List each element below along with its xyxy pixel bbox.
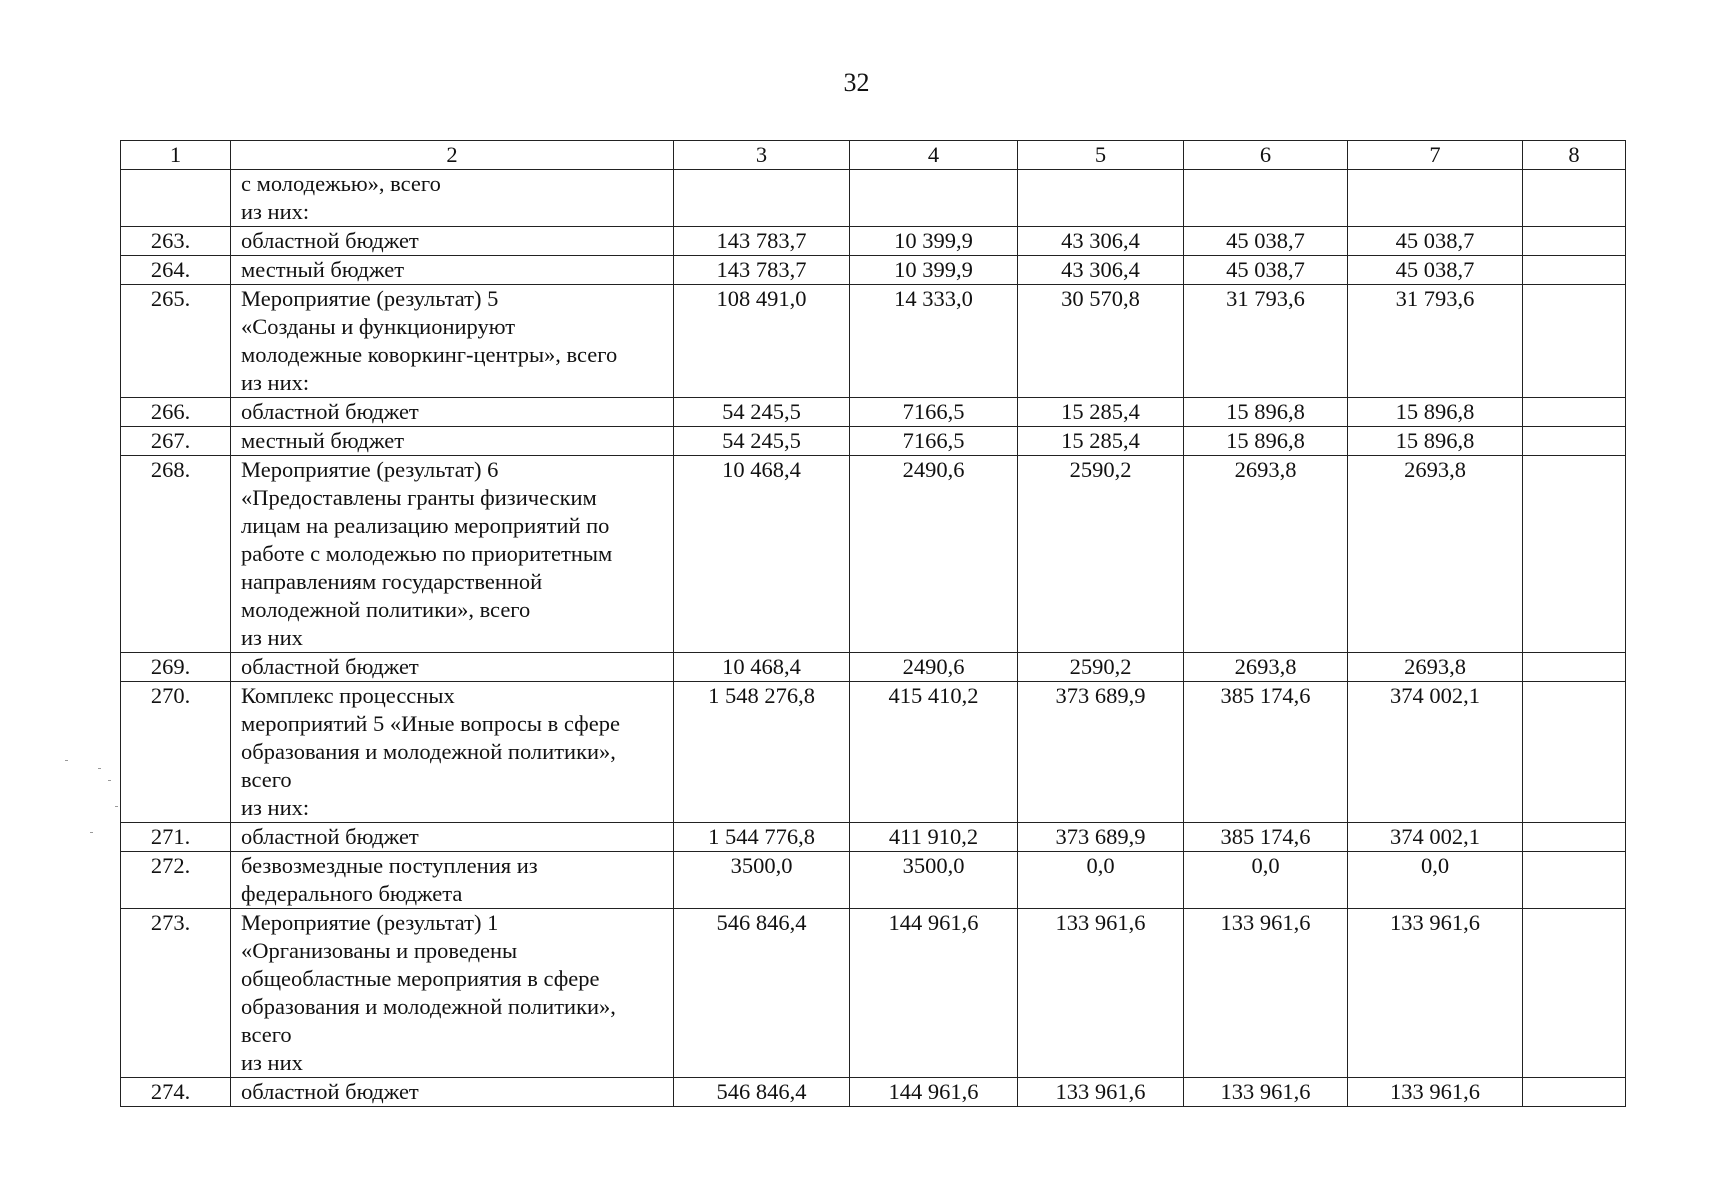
value-cell-col-6: 385 174,6 — [1184, 823, 1348, 852]
value-cell-col-7: 45 038,7 — [1348, 227, 1523, 256]
value-cell-col-3: 546 846,4 — [674, 909, 850, 1078]
row-name — [231, 170, 674, 227]
value-cell-col-8 — [1523, 852, 1626, 909]
row-number: 267. — [121, 427, 231, 456]
value-cell-col-4: 2490,6 — [850, 653, 1018, 682]
row-number: 272. — [121, 852, 231, 909]
table-row — [121, 682, 1626, 823]
row-name — [231, 909, 674, 1078]
value-cell-col-8 — [1523, 456, 1626, 653]
row-name-line: Мероприятие (результат) 1 — [241, 910, 499, 935]
row-name-line: Мероприятие (результат) 6 — [241, 457, 499, 482]
value-cell-col-7: 374 002,1 — [1348, 823, 1523, 852]
table-row — [121, 852, 1626, 909]
row-name-line: из них — [241, 625, 303, 650]
header-cell: 8 — [1523, 141, 1626, 170]
value-cell-col-3 — [674, 170, 850, 227]
value-cell-col-4: 14 333,0 — [850, 285, 1018, 398]
value-cell-col-3: 54 245,5 — [674, 398, 850, 427]
row-name-line: направлениям государственной — [241, 569, 543, 594]
value-cell-col-4: 411 910,2 — [850, 823, 1018, 852]
value-cell-col-6: 2693,8 — [1184, 456, 1348, 653]
value-cell-col-3: 1 544 776,8 — [674, 823, 850, 852]
row-name-line: из них: — [241, 795, 310, 820]
table-row — [121, 170, 1626, 227]
row-number: 274. — [121, 1078, 231, 1107]
row-number: 268. — [121, 456, 231, 653]
row-name-line: молодежные коворкинг-центры», всего — [241, 342, 618, 367]
value-cell-col-4: 3500,0 — [850, 852, 1018, 909]
row-name — [231, 1078, 674, 1107]
value-cell-col-8 — [1523, 427, 1626, 456]
row-name-line: областной бюджет — [241, 824, 419, 849]
budget-table — [120, 140, 1626, 1107]
value-cell-col-6 — [1184, 170, 1348, 227]
value-cell-col-5: 15 285,4 — [1018, 398, 1184, 427]
row-number: 270. — [121, 682, 231, 823]
header-cell: 5 — [1018, 141, 1184, 170]
value-cell-col-7: 2693,8 — [1348, 653, 1523, 682]
value-cell-col-7: 2693,8 — [1348, 456, 1523, 653]
table-row — [121, 1078, 1626, 1107]
value-cell-col-3: 143 783,7 — [674, 256, 850, 285]
value-cell-col-5: 133 961,6 — [1018, 1078, 1184, 1107]
value-cell-col-8 — [1523, 227, 1626, 256]
row-name-line: образования и молодежной политики», — [241, 739, 616, 764]
row-name — [231, 823, 674, 852]
value-cell-col-7: 133 961,6 — [1348, 1078, 1523, 1107]
row-name — [231, 398, 674, 427]
row-name-line: Комплекс процессных — [241, 683, 455, 708]
value-cell-col-3: 546 846,4 — [674, 1078, 850, 1107]
value-cell-col-8 — [1523, 1078, 1626, 1107]
value-cell-col-5: 30 570,8 — [1018, 285, 1184, 398]
value-cell-col-4: 144 961,6 — [850, 909, 1018, 1078]
table-row — [121, 227, 1626, 256]
value-cell-col-4: 10 399,9 — [850, 256, 1018, 285]
value-cell-col-5 — [1018, 170, 1184, 227]
row-name-line: из них: — [241, 199, 310, 224]
value-cell-col-5: 43 306,4 — [1018, 256, 1184, 285]
value-cell-col-5: 133 961,6 — [1018, 909, 1184, 1078]
row-number — [121, 170, 231, 227]
value-cell-col-3: 1 548 276,8 — [674, 682, 850, 823]
row-name-line: всего — [241, 767, 292, 792]
value-cell-col-7: 374 002,1 — [1348, 682, 1523, 823]
header-cell: 3 — [674, 141, 850, 170]
value-cell-col-4: 7166,5 — [850, 427, 1018, 456]
row-number: 271. — [121, 823, 231, 852]
row-name — [231, 653, 674, 682]
row-name-line: образования и молодежной политики», — [241, 994, 616, 1019]
row-name-line: лицам на реализацию мероприятий по — [241, 513, 610, 538]
value-cell-col-5: 0,0 — [1018, 852, 1184, 909]
value-cell-col-5: 2590,2 — [1018, 653, 1184, 682]
row-name-line: «Предоставлены гранты физическим — [241, 485, 597, 510]
value-cell-col-5: 43 306,4 — [1018, 227, 1184, 256]
margin-specks — [60, 760, 120, 840]
row-name — [231, 256, 674, 285]
value-cell-col-8 — [1523, 653, 1626, 682]
header-cell: 2 — [231, 141, 674, 170]
row-number: 265. — [121, 285, 231, 398]
row-name-line: безвозмездные поступления из — [241, 853, 538, 878]
value-cell-col-5: 373 689,9 — [1018, 823, 1184, 852]
row-name-line: всего — [241, 1022, 292, 1047]
value-cell-col-8 — [1523, 170, 1626, 227]
page-number: 32 — [843, 68, 870, 97]
table-row — [121, 398, 1626, 427]
value-cell-col-7: 15 896,8 — [1348, 398, 1523, 427]
row-name — [231, 456, 674, 653]
row-name-line: из них: — [241, 370, 310, 395]
row-number: 269. — [121, 653, 231, 682]
row-name-line: молодежной политики», всего — [241, 597, 531, 622]
row-number: 264. — [121, 256, 231, 285]
table-row — [121, 653, 1626, 682]
value-cell-col-7: 15 896,8 — [1348, 427, 1523, 456]
table-row — [121, 256, 1626, 285]
row-number: 273. — [121, 909, 231, 1078]
row-name-line: областной бюджет — [241, 228, 419, 253]
row-name-line: областной бюджет — [241, 399, 419, 424]
value-cell-col-4: 10 399,9 — [850, 227, 1018, 256]
row-name — [231, 427, 674, 456]
row-name-line: Мероприятие (результат) 5 — [241, 286, 499, 311]
value-cell-col-5: 2590,2 — [1018, 456, 1184, 653]
header-cell: 7 — [1348, 141, 1523, 170]
value-cell-col-7: 45 038,7 — [1348, 256, 1523, 285]
value-cell-col-8 — [1523, 285, 1626, 398]
value-cell-col-6: 15 896,8 — [1184, 398, 1348, 427]
row-number: 266. — [121, 398, 231, 427]
value-cell-col-3: 10 468,4 — [674, 456, 850, 653]
row-name-line: областной бюджет — [241, 654, 419, 679]
table-row — [121, 456, 1626, 653]
table-header-row — [121, 141, 1626, 170]
row-name — [231, 227, 674, 256]
value-cell-col-6: 133 961,6 — [1184, 909, 1348, 1078]
header-cell: 4 — [850, 141, 1018, 170]
value-cell-col-7: 31 793,6 — [1348, 285, 1523, 398]
table-row — [121, 823, 1626, 852]
value-cell-col-8 — [1523, 909, 1626, 1078]
value-cell-col-6: 385 174,6 — [1184, 682, 1348, 823]
value-cell-col-4: 415 410,2 — [850, 682, 1018, 823]
row-name-line: из них — [241, 1050, 303, 1075]
value-cell-col-6: 45 038,7 — [1184, 256, 1348, 285]
value-cell-col-6: 31 793,6 — [1184, 285, 1348, 398]
header-cell: 1 — [121, 141, 231, 170]
row-name-line: местный бюджет — [241, 257, 405, 282]
row-name-line: работе с молодежью по приоритетным — [241, 541, 613, 566]
value-cell-col-4: 144 961,6 — [850, 1078, 1018, 1107]
value-cell-col-6: 2693,8 — [1184, 653, 1348, 682]
row-number: 263. — [121, 227, 231, 256]
value-cell-col-3: 3500,0 — [674, 852, 850, 909]
value-cell-col-3: 108 491,0 — [674, 285, 850, 398]
value-cell-col-7: 133 961,6 — [1348, 909, 1523, 1078]
row-name-line: мероприятий 5 «Иные вопросы в сфере — [241, 711, 620, 736]
value-cell-col-5: 15 285,4 — [1018, 427, 1184, 456]
row-name — [231, 285, 674, 398]
row-name-line: общеобластные мероприятия в сфере — [241, 966, 600, 991]
value-cell-col-6: 0,0 — [1184, 852, 1348, 909]
table-row — [121, 427, 1626, 456]
row-name-line: «Организованы и проведены — [241, 938, 518, 963]
value-cell-col-7 — [1348, 170, 1523, 227]
value-cell-col-5: 373 689,9 — [1018, 682, 1184, 823]
header-cell: 6 — [1184, 141, 1348, 170]
value-cell-col-8 — [1523, 256, 1626, 285]
row-name-line: с молодежью», всего — [241, 171, 441, 196]
value-cell-col-8 — [1523, 823, 1626, 852]
table-row — [121, 909, 1626, 1078]
row-name-line: областной бюджет — [241, 1079, 419, 1104]
row-name-line: «Созданы и функционируют — [241, 314, 516, 339]
table-body — [121, 141, 1626, 1107]
table-row — [121, 285, 1626, 398]
row-name — [231, 682, 674, 823]
value-cell-col-6: 45 038,7 — [1184, 227, 1348, 256]
row-name-line: местный бюджет — [241, 428, 405, 453]
row-name — [231, 852, 674, 909]
value-cell-col-4 — [850, 170, 1018, 227]
value-cell-col-4: 2490,6 — [850, 456, 1018, 653]
row-name-line: федерального бюджета — [241, 881, 463, 906]
value-cell-col-3: 143 783,7 — [674, 227, 850, 256]
value-cell-col-4: 7166,5 — [850, 398, 1018, 427]
value-cell-col-3: 10 468,4 — [674, 653, 850, 682]
value-cell-col-6: 15 896,8 — [1184, 427, 1348, 456]
value-cell-col-7: 0,0 — [1348, 852, 1523, 909]
value-cell-col-6: 133 961,6 — [1184, 1078, 1348, 1107]
value-cell-col-8 — [1523, 398, 1626, 427]
value-cell-col-3: 54 245,5 — [674, 427, 850, 456]
value-cell-col-8 — [1523, 682, 1626, 823]
